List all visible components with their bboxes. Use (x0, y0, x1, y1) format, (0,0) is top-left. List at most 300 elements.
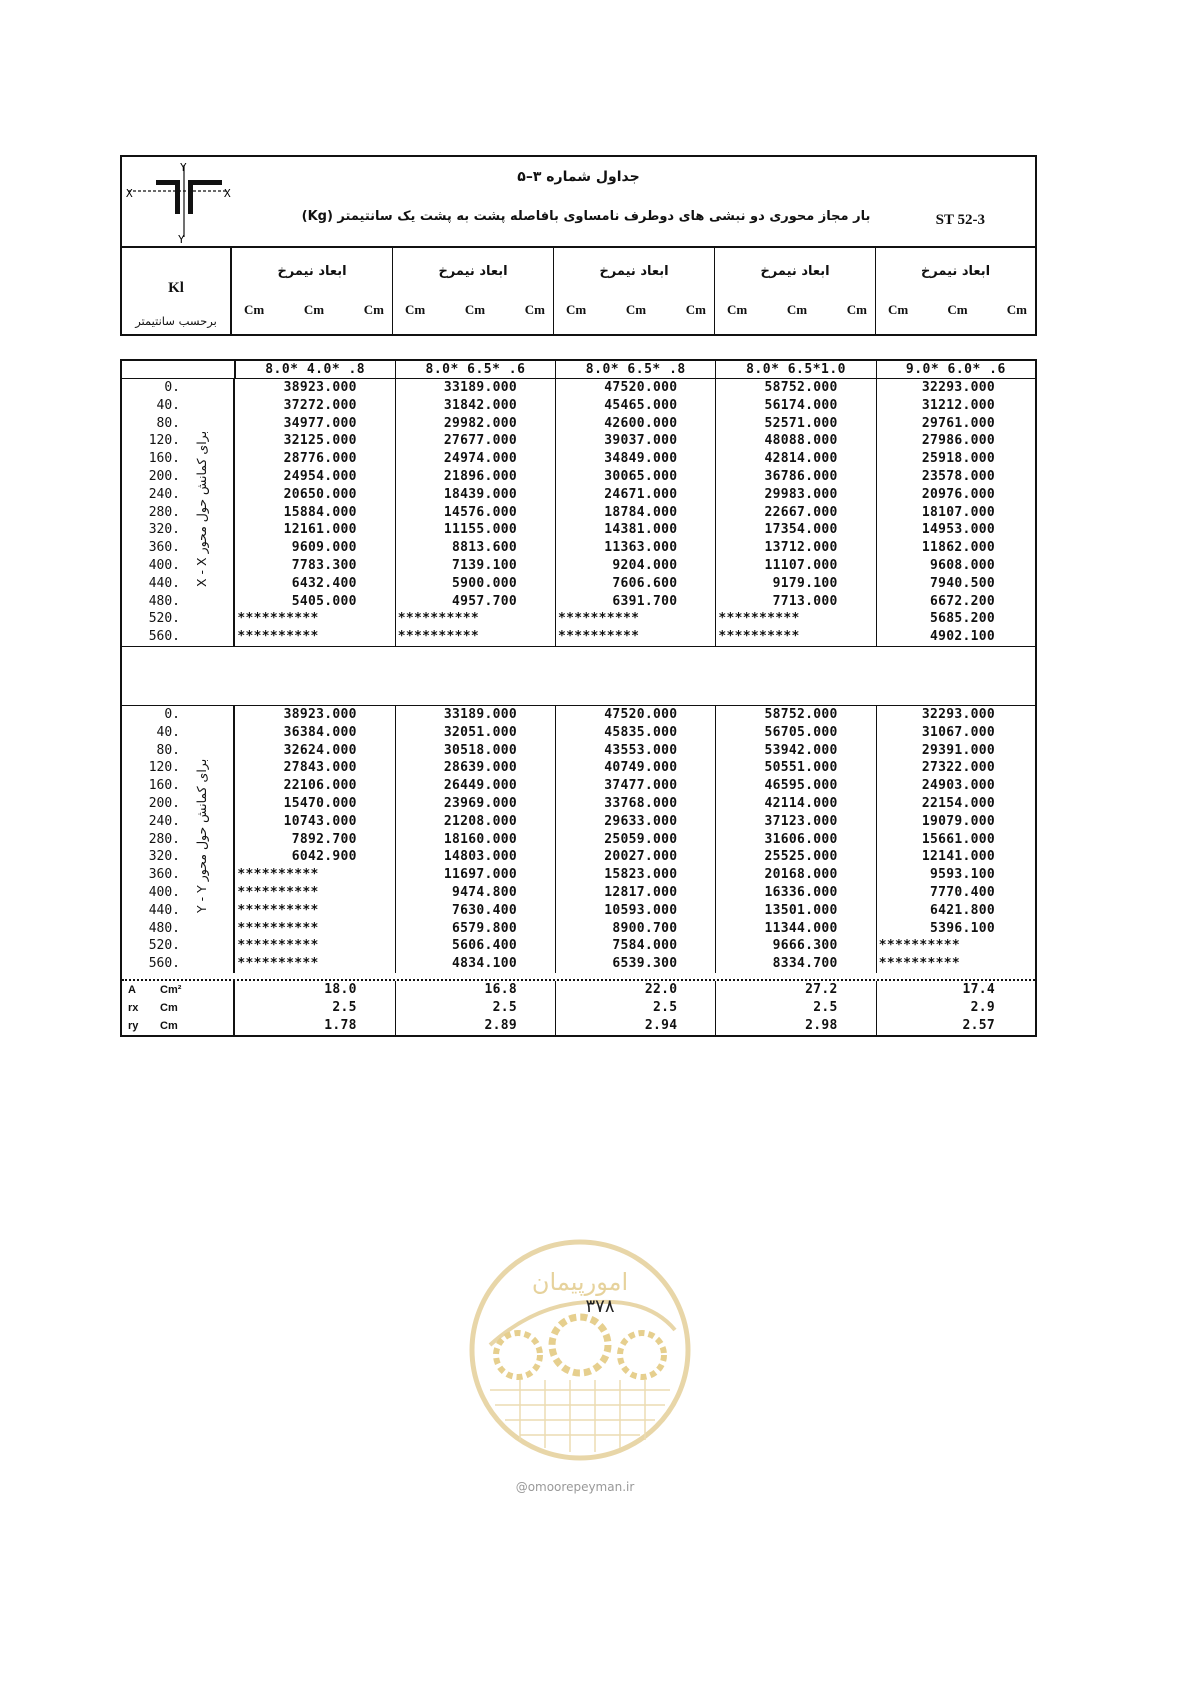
dim-label: ابعاد نیمرخ (760, 264, 830, 279)
load-cell: 7630.400 (396, 902, 556, 920)
property-value: 1.78 (235, 1017, 395, 1035)
load-cell: 11107.000 (716, 557, 876, 575)
load-cell: 36786.000 (716, 468, 876, 486)
load-cell: 6579.800 (396, 920, 556, 938)
profile-header-1 (232, 248, 393, 334)
unit-labels (566, 302, 706, 318)
kl-cell (122, 486, 235, 504)
load-cell: 48088.000 (716, 432, 876, 450)
table-row (122, 628, 1035, 646)
unit-label: Cm (363, 302, 384, 317)
load-cell: 6391.700 (556, 593, 716, 611)
property-value: 27.2 (716, 981, 876, 999)
load-cell: 13712.000 (716, 539, 876, 557)
load-cell: 34849.000 (556, 450, 716, 468)
load-cell: 31212.000 (921, 397, 996, 413)
property-value: 16.8 (396, 981, 556, 999)
profile-size-1: 8.0* 4.0* .8 (236, 361, 396, 378)
profile-size-4: 8.0* 6.5*1.0 (716, 361, 876, 378)
kl-cell (122, 795, 235, 813)
kl-value: 0. (164, 706, 180, 722)
load-cell: 5685.200 (930, 611, 996, 627)
table-row (122, 521, 1035, 539)
load-cell: 5396.100 (930, 920, 996, 936)
load-cell: ********** (235, 902, 395, 920)
kl-value: 480. (148, 920, 180, 936)
kl-cell (122, 610, 235, 628)
kl-cell (122, 539, 235, 557)
load-cell: ********** (716, 628, 876, 646)
load-cell: 4834.100 (396, 955, 556, 973)
load-cell: 5606.400 (396, 937, 556, 955)
property-label (122, 1017, 235, 1035)
kl-cell (122, 432, 235, 450)
load-cell: 40749.000 (556, 759, 716, 777)
table-row (122, 920, 1035, 938)
kl-cell (122, 777, 235, 795)
load-cell: ********** (235, 628, 395, 646)
kl-value: 120. (148, 433, 180, 449)
load-cell: 17354.000 (716, 521, 876, 539)
load-cell: 27677.000 (396, 432, 556, 450)
dim-label: ابعاد نیمرخ (920, 264, 991, 279)
load-cell: 30518.000 (396, 742, 556, 760)
unit-labels (727, 302, 867, 318)
table-row (122, 468, 1035, 486)
load-cell: 20168.000 (716, 866, 876, 884)
kl-value: 0. (164, 380, 180, 395)
load-cell: 11344.000 (716, 920, 876, 938)
kl-value: 360. (148, 540, 180, 556)
load-cell: 42114.000 (716, 795, 876, 813)
property-label (122, 999, 235, 1017)
table-row (122, 610, 1035, 628)
section-y (122, 706, 1035, 973)
load-cell: 18107.000 (921, 504, 996, 520)
table-row (122, 539, 1035, 557)
table-number: جداول شماره ۳–۵ (517, 169, 640, 185)
profile-size-2: 8.0* 6.5* .6 (396, 361, 556, 378)
load-cell: 25918.000 (921, 451, 996, 467)
x-right-label: X (224, 187, 231, 200)
load-cell: 9204.000 (556, 557, 716, 575)
property-row (122, 999, 1035, 1017)
table-row (122, 831, 1035, 849)
stamp-text: امورپیمان (531, 1268, 629, 1296)
x-left-label: X (126, 187, 133, 200)
properties-block (122, 981, 1035, 1035)
load-cell: 8334.700 (716, 955, 876, 973)
load-cell: 7584.000 (556, 937, 716, 955)
property-value: 18.0 (235, 981, 395, 999)
load-cell: 14803.000 (396, 848, 556, 866)
load-cell: 31606.000 (716, 831, 876, 849)
kl-value: 440. (148, 902, 180, 918)
kl-value: 120. (148, 760, 180, 776)
load-cell: 8813.600 (396, 539, 556, 557)
load-cell: 10593.000 (556, 902, 716, 920)
load-cell: ********** (556, 628, 716, 646)
load-cell: 20650.000 (235, 486, 395, 504)
table-row (122, 557, 1035, 575)
unit-label: Cm (786, 302, 808, 317)
section-x (122, 379, 1035, 646)
load-cell: 12161.000 (235, 521, 395, 539)
unit-label: Cm (405, 302, 426, 317)
kl-value: 160. (148, 778, 180, 794)
kl-value: 320. (148, 522, 180, 538)
load-cell: 11697.000 (396, 866, 556, 884)
load-cell: ********** (878, 938, 960, 954)
property-value: 17.4 (962, 981, 996, 997)
profile-row-blank (122, 361, 236, 378)
load-cell: 14576.000 (396, 504, 556, 522)
load-cell: 21208.000 (396, 813, 556, 831)
unit-label: Cm (566, 302, 587, 317)
section-x-label: برای کمانش حول محور X - X (194, 430, 209, 588)
load-cell: 38923.000 (235, 706, 395, 724)
property-value: 2.94 (556, 1017, 716, 1035)
kl-cell (122, 866, 235, 884)
load-cell: 9474.800 (396, 884, 556, 902)
load-cell: 32051.000 (396, 724, 556, 742)
load-cell: 19079.000 (921, 813, 996, 829)
kl-value: 320. (148, 849, 180, 865)
kl-value: 280. (148, 831, 180, 847)
unit-label: Cm (464, 302, 486, 317)
load-cell: 22106.000 (235, 777, 395, 795)
properties-divider (122, 973, 1035, 981)
column-header (120, 248, 1037, 336)
load-cell: 9609.000 (235, 539, 395, 557)
kl-cell (122, 902, 235, 920)
load-cell: 30065.000 (556, 468, 716, 486)
kl-cell (122, 706, 235, 724)
property-label (122, 981, 235, 999)
load-cell: 22154.000 (921, 795, 996, 811)
load-cell: 45465.000 (556, 397, 716, 415)
kl-cell (122, 724, 235, 742)
unit-label: Cm (888, 302, 909, 317)
load-cell: 32125.000 (235, 432, 395, 450)
kl-cell (122, 521, 235, 539)
omoorepeyman-stamp-logo (460, 1230, 700, 1480)
kl-cell (122, 813, 235, 831)
table-row (122, 397, 1035, 415)
table-row (122, 450, 1035, 468)
kl-cell (122, 884, 235, 902)
kl-value: 240. (148, 486, 180, 502)
load-cell: 7892.700 (235, 831, 395, 849)
load-cell: ********** (716, 610, 876, 628)
load-cell: 7770.400 (930, 884, 996, 900)
kl-value: 480. (148, 593, 180, 609)
property-symbol: rx (128, 1001, 139, 1014)
profile-row (122, 361, 1035, 379)
load-cell: ********** (235, 955, 395, 973)
kl-value: 440. (148, 575, 180, 591)
kl-cell (122, 379, 235, 397)
kl-cell (122, 593, 235, 611)
table-row (122, 575, 1035, 593)
load-cell: 24671.000 (556, 486, 716, 504)
load-cell: 22667.000 (716, 504, 876, 522)
kl-cell (122, 848, 235, 866)
table-row (122, 848, 1035, 866)
load-cell: 36384.000 (235, 724, 395, 742)
load-cell: 42814.000 (716, 450, 876, 468)
load-cell: 29983.000 (716, 486, 876, 504)
load-cell: 25059.000 (556, 831, 716, 849)
y-top-label: Y (180, 161, 187, 174)
table-row (122, 777, 1035, 795)
load-cell: 11155.000 (396, 521, 556, 539)
table-row (122, 902, 1035, 920)
load-cell: 52571.000 (716, 415, 876, 433)
load-cell: ********** (556, 610, 716, 628)
unit-label: Cm (524, 302, 545, 317)
load-cell: ********** (235, 866, 395, 884)
unit-label: Cm (727, 302, 748, 317)
kl-cell (122, 831, 235, 849)
load-cell: 33189.000 (396, 706, 556, 724)
property-unit: Cm (160, 1001, 178, 1014)
kl-cell (122, 759, 235, 777)
kl-value: 80. (156, 415, 180, 431)
property-unit: Cm² (160, 983, 182, 996)
kl-cell (122, 937, 235, 955)
property-value: 2.89 (396, 1017, 556, 1035)
load-cell: 15661.000 (921, 831, 996, 847)
table-title-box (120, 155, 1037, 248)
kl-cell (122, 397, 235, 415)
load-cell: 37477.000 (556, 777, 716, 795)
load-cell: 15884.000 (235, 504, 395, 522)
load-cell: 6042.900 (235, 848, 395, 866)
property-value: 2.9 (970, 999, 996, 1015)
table-row (122, 486, 1035, 504)
kl-value: 200. (148, 795, 180, 811)
kl-header (122, 248, 232, 334)
load-cell: 18784.000 (556, 504, 716, 522)
profile-size-3: 8.0* 6.5* .8 (556, 361, 716, 378)
table-row (122, 724, 1035, 742)
load-cell: ********** (396, 610, 556, 628)
load-cell: 7713.000 (716, 593, 876, 611)
kl-value: 80. (156, 742, 180, 758)
property-row (122, 1017, 1035, 1035)
load-cell: 31842.000 (396, 397, 556, 415)
load-cell: 5900.000 (396, 575, 556, 593)
load-cell: 6432.400 (235, 575, 395, 593)
table-row (122, 866, 1035, 884)
load-cell: 7139.100 (396, 557, 556, 575)
unit-label: Cm (947, 302, 968, 317)
load-cell: 18439.000 (396, 486, 556, 504)
property-value: 2.5 (235, 999, 395, 1017)
property-value: 22.0 (556, 981, 716, 999)
kl-cell (122, 504, 235, 522)
load-cell: 58752.000 (716, 706, 876, 724)
table-row (122, 884, 1035, 902)
load-cell: 25525.000 (716, 848, 876, 866)
load-cell: 32624.000 (235, 742, 395, 760)
load-cell: ********** (235, 610, 395, 628)
load-cell: 12141.000 (921, 849, 996, 865)
load-cell: 4902.100 (930, 629, 996, 645)
unit-label: Cm (1006, 302, 1027, 317)
profile-header-2 (393, 248, 554, 334)
kl-value: 240. (148, 813, 180, 829)
unit-label: Cm (625, 302, 647, 317)
property-value: 2.5 (556, 999, 716, 1017)
dim-label: ابعاد نیمرخ (438, 264, 508, 279)
kl-value: 400. (148, 884, 180, 900)
kl-cell (122, 468, 235, 486)
load-cell: 12817.000 (556, 884, 716, 902)
load-cell: 11363.000 (556, 539, 716, 557)
load-cell: 10743.000 (235, 813, 395, 831)
load-cell: 58752.000 (716, 379, 876, 397)
load-cell: 8900.700 (556, 920, 716, 938)
load-cell: 39037.000 (556, 432, 716, 450)
table-row (122, 504, 1035, 522)
load-cell: 28776.000 (235, 450, 395, 468)
load-cell: 29633.000 (556, 813, 716, 831)
table-row (122, 795, 1035, 813)
kl-value: 360. (148, 867, 180, 883)
kl-cell (122, 955, 235, 973)
kl-value: 560. (148, 956, 180, 972)
load-cell: 6672.200 (930, 593, 996, 609)
kl-value: 280. (148, 504, 180, 520)
data-table (120, 359, 1037, 1037)
dim-label: ابعاد نیمرخ (599, 264, 669, 279)
load-cell: 33768.000 (556, 795, 716, 813)
unit-label: Cm (303, 302, 325, 317)
table-row (122, 937, 1035, 955)
load-cell: ********** (235, 884, 395, 902)
load-cell: 24903.000 (921, 778, 996, 794)
load-cell: 14953.000 (921, 522, 996, 538)
load-cell: 6539.300 (556, 955, 716, 973)
table-row (122, 742, 1035, 760)
load-cell: 27322.000 (921, 760, 996, 776)
profile-size-5: 9.0* 6.0* .6 (905, 362, 1006, 377)
load-cell: 20976.000 (921, 486, 996, 502)
table-row (122, 379, 1035, 397)
load-cell: 56174.000 (716, 397, 876, 415)
table-row (122, 432, 1035, 450)
load-cell: 13501.000 (716, 902, 876, 920)
dim-label: ابعاد نیمرخ (277, 264, 347, 279)
kl-value: 160. (148, 451, 180, 467)
table-sheet (120, 155, 1037, 1037)
load-cell: 24974.000 (396, 450, 556, 468)
load-cell: 15823.000 (556, 866, 716, 884)
table-row (122, 415, 1035, 433)
kl-value: 520. (148, 611, 180, 627)
load-cell: 27986.000 (921, 433, 996, 449)
load-cell: 53942.000 (716, 742, 876, 760)
unit-labels (888, 302, 1027, 318)
load-cell: 9593.100 (930, 867, 996, 883)
load-cell: 11862.000 (921, 540, 996, 556)
property-symbol: ry (128, 1019, 139, 1032)
load-cell: 47520.000 (556, 379, 716, 397)
unit-label: Cm (244, 302, 265, 317)
property-value: 2.57 (962, 1017, 996, 1033)
property-symbol: A (128, 983, 136, 996)
unit-labels (405, 302, 545, 318)
kl-unit: برحسب سانتیمتر (135, 314, 217, 328)
load-cell: 7606.600 (556, 575, 716, 593)
kl-value: 200. (148, 468, 180, 484)
table-row (122, 759, 1035, 777)
load-cell: 9608.000 (930, 557, 996, 573)
kl-cell (122, 628, 235, 646)
load-cell: ********** (235, 920, 395, 938)
load-cell: 18160.000 (396, 831, 556, 849)
load-cell: 20027.000 (556, 848, 716, 866)
load-cell: 34977.000 (235, 415, 395, 433)
property-value: 2.5 (396, 999, 556, 1017)
section-y-label: برای کمانش حول محور Y - Y (194, 758, 209, 914)
y-bottom-label: Y (178, 233, 185, 246)
load-cell: 29761.000 (921, 415, 996, 431)
load-cell: 6421.800 (930, 902, 996, 918)
load-cell: 29982.000 (396, 415, 556, 433)
load-cell: 38923.000 (235, 379, 395, 397)
unit-label: Cm (846, 302, 867, 317)
load-cell: 31067.000 (921, 724, 996, 740)
load-cell: 50551.000 (716, 759, 876, 777)
load-cell: 28639.000 (396, 759, 556, 777)
kl-cell (122, 920, 235, 938)
load-cell: 15470.000 (235, 795, 395, 813)
load-cell: 21896.000 (396, 468, 556, 486)
table-row (122, 706, 1035, 724)
property-value: 2.98 (716, 1017, 876, 1035)
load-cell: 14381.000 (556, 521, 716, 539)
kl-cell (122, 575, 235, 593)
load-cell: 5405.000 (235, 593, 395, 611)
load-cell: 32293.000 (921, 380, 996, 395)
kl-cell (122, 415, 235, 433)
property-unit: Cm (160, 1019, 178, 1032)
load-cell: 24954.000 (235, 468, 395, 486)
load-cell: 27843.000 (235, 759, 395, 777)
load-cell: ********** (235, 937, 395, 955)
load-cell: 42600.000 (556, 415, 716, 433)
unit-labels (244, 302, 384, 318)
kl-value: 560. (148, 629, 180, 645)
load-cell: 47520.000 (556, 706, 716, 724)
profile-header-4 (715, 248, 876, 334)
kl-value: 400. (148, 557, 180, 573)
table-row (122, 593, 1035, 611)
watermark: @omoorepeyman.ir (515, 1480, 635, 1494)
kl-cell (122, 742, 235, 760)
kl-label: Kl (168, 280, 184, 296)
section-gap (122, 646, 1035, 706)
kl-value: 40. (156, 397, 180, 413)
load-cell: ********** (396, 628, 556, 646)
load-cell: 16336.000 (716, 884, 876, 902)
load-cell: 56705.000 (716, 724, 876, 742)
steel-grade: ST 52-3 (935, 212, 985, 228)
kl-cell (122, 450, 235, 468)
